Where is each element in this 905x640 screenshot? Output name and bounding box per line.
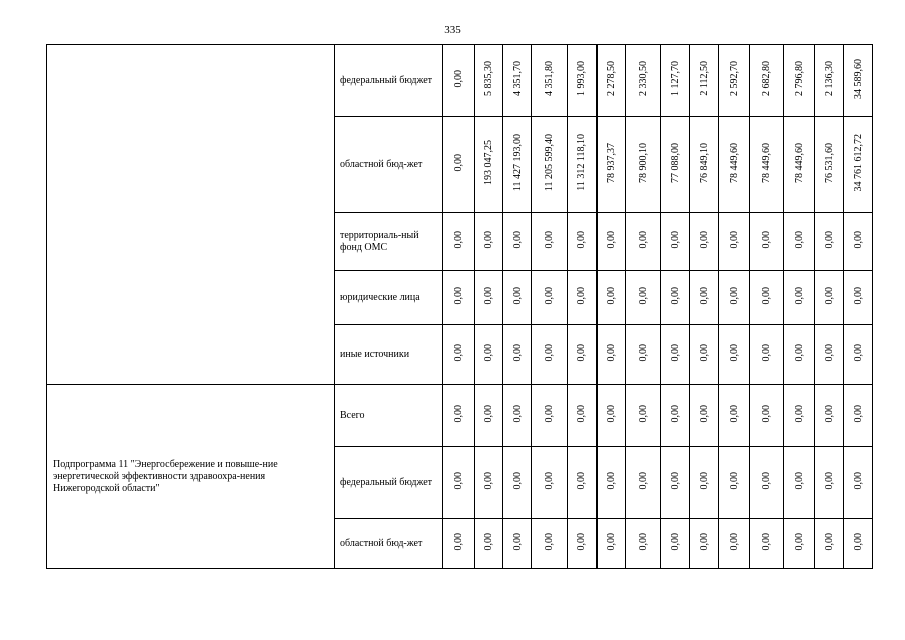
value-text: 0,00: [544, 230, 555, 249]
value-cell: [750, 45, 784, 117]
value-text: 0,00: [793, 404, 805, 423]
value-text: 0,00: [761, 532, 772, 551]
value-cell: [750, 271, 784, 325]
value-text: 0,00: [761, 404, 772, 423]
value-cell: [443, 271, 475, 325]
value-cell: [784, 271, 815, 325]
value-text: 0,00: [728, 286, 740, 305]
value-cell: [784, 519, 815, 569]
value-cell: [626, 325, 661, 385]
value-cell: [626, 213, 661, 271]
value-cell: [475, 117, 503, 213]
value-text: 2 796,80: [793, 61, 805, 96]
value-cell: [750, 385, 784, 447]
value-text: 0,00: [761, 230, 772, 249]
value-text: 77 088,00: [669, 142, 681, 183]
value-text: 0,00: [605, 404, 617, 423]
value-text: 0,00: [453, 404, 464, 423]
value-cell: [784, 325, 815, 385]
value-cell: [626, 519, 661, 569]
value-cell: [719, 447, 750, 519]
value-cell: [661, 213, 690, 271]
value-cell: [719, 271, 750, 325]
value-text: 11 205 599,40: [544, 133, 555, 192]
value-text: 0,00: [669, 404, 681, 423]
value-cell: [475, 447, 503, 519]
table-row: [47, 45, 873, 117]
value-text: 0,00: [852, 404, 864, 423]
value-cell: [844, 117, 873, 213]
value-cell: [532, 213, 568, 271]
value-cell: [815, 117, 844, 213]
value-text: 0,00: [453, 532, 464, 551]
value-cell: [690, 447, 719, 519]
value-text: 0,00: [511, 404, 523, 423]
value-text: 0,00: [698, 532, 710, 551]
value-cell: [626, 385, 661, 447]
value-text: 0,00: [544, 343, 555, 362]
value-cell: [597, 519, 626, 569]
value-cell: [626, 271, 661, 325]
value-text: 0,00: [823, 532, 835, 551]
value-cell: [626, 117, 661, 213]
value-text: 0,00: [483, 404, 494, 423]
value-text: 34 761 612,72: [852, 133, 864, 192]
value-cell: [784, 385, 815, 447]
value-cell: [503, 325, 532, 385]
funding-source-cell: юридические лица: [335, 271, 443, 325]
value-text: 193 047,25: [483, 140, 494, 185]
value-text: 0,00: [669, 230, 681, 249]
value-text: 0,00: [605, 532, 617, 551]
value-text: 1 993,00: [576, 61, 588, 96]
value-text: 78 449,60: [728, 142, 740, 183]
value-text: 0,00: [852, 286, 864, 305]
value-text: 76 531,60: [823, 142, 835, 183]
value-text: 0,00: [576, 471, 588, 490]
value-cell: [661, 385, 690, 447]
funding-source-cell: федеральный бюджет: [335, 447, 443, 519]
value-cell: [626, 45, 661, 117]
value-text: 0,00: [483, 286, 494, 305]
value-cell: [475, 385, 503, 447]
value-text: 0,00: [605, 230, 617, 249]
value-cell: [597, 385, 626, 447]
value-cell: [503, 117, 532, 213]
value-cell: [597, 271, 626, 325]
value-cell: [503, 447, 532, 519]
value-cell: [443, 385, 475, 447]
value-cell: [750, 117, 784, 213]
value-text: 0,00: [793, 343, 805, 362]
value-cell: [815, 213, 844, 271]
value-text: 0,00: [669, 471, 681, 490]
value-text: 0,00: [852, 532, 864, 551]
value-cell: [815, 447, 844, 519]
value-text: 0,00: [605, 286, 617, 305]
value-cell: [475, 213, 503, 271]
value-text: 0,00: [823, 343, 835, 362]
value-text: 0,00: [669, 532, 681, 551]
value-cell: [784, 45, 815, 117]
value-cell: [815, 519, 844, 569]
value-cell: [568, 117, 597, 213]
value-cell: [568, 385, 597, 447]
value-text: 0,00: [852, 471, 864, 490]
value-text: 0,00: [728, 343, 740, 362]
value-cell: [719, 519, 750, 569]
value-cell: [815, 271, 844, 325]
value-text: 0,00: [698, 471, 710, 490]
value-cell: [568, 519, 597, 569]
value-cell: [844, 45, 873, 117]
value-cell: [844, 213, 873, 271]
value-text: 0,00: [453, 471, 464, 490]
value-text: 0,00: [698, 286, 710, 305]
value-text: 0,00: [511, 343, 523, 362]
value-cell: [503, 519, 532, 569]
value-text: 0,00: [728, 532, 740, 551]
value-text: 0,00: [544, 404, 555, 423]
value-cell: [661, 271, 690, 325]
value-text: 2 278,50: [605, 61, 617, 96]
value-text: 0,00: [698, 343, 710, 362]
value-text: 11 427 193,00: [511, 133, 523, 192]
value-text: 78 937,37: [605, 142, 617, 183]
value-cell: [568, 213, 597, 271]
table-row: [47, 385, 873, 447]
value-text: 0,00: [544, 471, 555, 490]
value-cell: [844, 385, 873, 447]
value-cell: [503, 45, 532, 117]
funding-source-cell: иные источники: [335, 325, 443, 385]
value-cell: [784, 447, 815, 519]
value-cell: [568, 45, 597, 117]
value-text: 0,00: [511, 230, 523, 249]
value-cell: [532, 385, 568, 447]
value-text: 0,00: [637, 286, 649, 305]
value-cell: [503, 271, 532, 325]
value-cell: [690, 117, 719, 213]
value-text: 0,00: [483, 532, 494, 551]
value-cell: [626, 447, 661, 519]
value-text: 2 682,80: [761, 61, 772, 96]
value-cell: [532, 117, 568, 213]
value-cell: [532, 45, 568, 117]
value-text: 0,00: [605, 471, 617, 490]
value-text: 0,00: [637, 343, 649, 362]
value-cell: [844, 325, 873, 385]
value-cell: [661, 325, 690, 385]
value-text: 0,00: [576, 343, 588, 362]
value-text: 0,00: [728, 230, 740, 249]
value-cell: [815, 385, 844, 447]
value-text: 0,00: [637, 404, 649, 423]
value-cell: [503, 213, 532, 271]
value-cell: [443, 213, 475, 271]
value-text: 5 835,30: [483, 61, 494, 96]
value-cell: [844, 271, 873, 325]
program-name-cell: [47, 45, 335, 385]
value-text: 0,00: [823, 230, 835, 249]
program-name-cell: Подпрограмма 11 "Энергосбережение и повыше-ние энергетической эффективности здравоохра-нения Нижегородской области": [47, 385, 335, 569]
value-text: 0,00: [483, 230, 494, 249]
value-text: 2 330,50: [637, 61, 649, 96]
value-text: 78 449,60: [793, 142, 805, 183]
value-text: 0,00: [453, 153, 464, 172]
value-cell: [750, 213, 784, 271]
funding-source-cell: федеральный бюджет: [335, 45, 443, 117]
value-text: 0,00: [544, 532, 555, 551]
value-cell: [750, 447, 784, 519]
value-text: 34 589,60: [852, 58, 864, 99]
value-cell: [690, 271, 719, 325]
value-cell: [597, 447, 626, 519]
value-cell: [690, 385, 719, 447]
value-text: 0,00: [637, 230, 649, 249]
value-text: 0,00: [511, 471, 523, 490]
value-cell: [815, 45, 844, 117]
budget-table: [46, 44, 873, 569]
value-cell: [443, 325, 475, 385]
value-cell: [443, 117, 475, 213]
value-text: 0,00: [728, 471, 740, 490]
value-text: 1 127,70: [669, 61, 681, 96]
value-cell: [597, 325, 626, 385]
value-cell: [475, 271, 503, 325]
value-text: 2 592,70: [728, 61, 740, 96]
value-text: 0,00: [761, 471, 772, 490]
value-cell: [532, 519, 568, 569]
value-text: 0,00: [698, 404, 710, 423]
value-cell: [597, 213, 626, 271]
value-text: 0,00: [637, 532, 649, 551]
value-cell: [475, 325, 503, 385]
value-text: 0,00: [576, 286, 588, 305]
value-text: 0,00: [852, 230, 864, 249]
value-text: 0,00: [576, 404, 588, 423]
value-text: 0,00: [793, 286, 805, 305]
value-cell: [719, 385, 750, 447]
value-text: 0,00: [728, 404, 740, 423]
value-cell: [661, 519, 690, 569]
value-text: 0,00: [483, 471, 494, 490]
value-cell: [568, 271, 597, 325]
value-text: 0,00: [453, 286, 464, 305]
value-text: 0,00: [669, 286, 681, 305]
value-cell: [568, 447, 597, 519]
value-cell: [532, 447, 568, 519]
value-text: 4 351,70: [511, 61, 523, 96]
value-text: 0,00: [605, 343, 617, 362]
value-cell: [784, 117, 815, 213]
value-cell: [690, 519, 719, 569]
value-cell: [661, 117, 690, 213]
value-cell: [719, 213, 750, 271]
funding-source-cell: областной бюд-жет: [335, 117, 443, 213]
value-cell: [750, 325, 784, 385]
value-cell: [503, 385, 532, 447]
value-cell: [750, 519, 784, 569]
value-text: 0,00: [761, 286, 772, 305]
value-cell: [475, 519, 503, 569]
value-text: 0,00: [823, 471, 835, 490]
value-cell: [661, 447, 690, 519]
value-cell: [719, 45, 750, 117]
value-text: 0,00: [576, 532, 588, 551]
value-text: 78 449,60: [761, 142, 772, 183]
value-text: 0,00: [793, 471, 805, 490]
value-text: 11 312 118,10: [576, 134, 588, 191]
value-cell: [815, 325, 844, 385]
value-text: 0,00: [698, 230, 710, 249]
value-cell: [532, 325, 568, 385]
value-cell: [475, 45, 503, 117]
value-cell: [719, 325, 750, 385]
funding-source-cell: Всего: [335, 385, 443, 447]
funding-source-cell: территориаль-ный фонд ОМС: [335, 213, 443, 271]
value-text: 0,00: [637, 471, 649, 490]
value-text: 0,00: [823, 404, 835, 423]
value-text: 0,00: [453, 343, 464, 362]
value-cell: [844, 447, 873, 519]
value-text: 0,00: [483, 343, 494, 362]
value-text: 4 351,80: [544, 61, 555, 96]
value-cell: [844, 519, 873, 569]
value-cell: [661, 45, 690, 117]
value-text: 76 849,10: [698, 142, 710, 183]
value-cell: [690, 45, 719, 117]
value-cell: [568, 325, 597, 385]
value-text: 2 136,30: [823, 61, 835, 96]
value-text: 0,00: [453, 69, 464, 88]
value-cell: [532, 271, 568, 325]
funding-source-cell: областной бюд-жет: [335, 519, 443, 569]
value-text: 0,00: [761, 343, 772, 362]
value-text: 2 112,50: [698, 61, 710, 96]
page-number: 335: [444, 24, 461, 36]
value-text: 0,00: [453, 230, 464, 249]
value-cell: [597, 117, 626, 213]
value-text: 0,00: [511, 532, 523, 551]
value-text: 0,00: [852, 343, 864, 362]
value-text: 0,00: [669, 343, 681, 362]
value-text: 0,00: [576, 230, 588, 249]
value-text: 0,00: [793, 230, 805, 249]
value-text: 78 900,10: [637, 142, 649, 183]
value-text: 0,00: [823, 286, 835, 305]
value-cell: [690, 325, 719, 385]
value-cell: [597, 45, 626, 117]
value-text: 0,00: [544, 286, 555, 305]
value-text: 0,00: [511, 286, 523, 305]
value-cell: [443, 519, 475, 569]
value-cell: [784, 213, 815, 271]
value-cell: [443, 45, 475, 117]
value-cell: [719, 117, 750, 213]
value-cell: [443, 447, 475, 519]
value-cell: [690, 213, 719, 271]
value-text: 0,00: [793, 532, 805, 551]
